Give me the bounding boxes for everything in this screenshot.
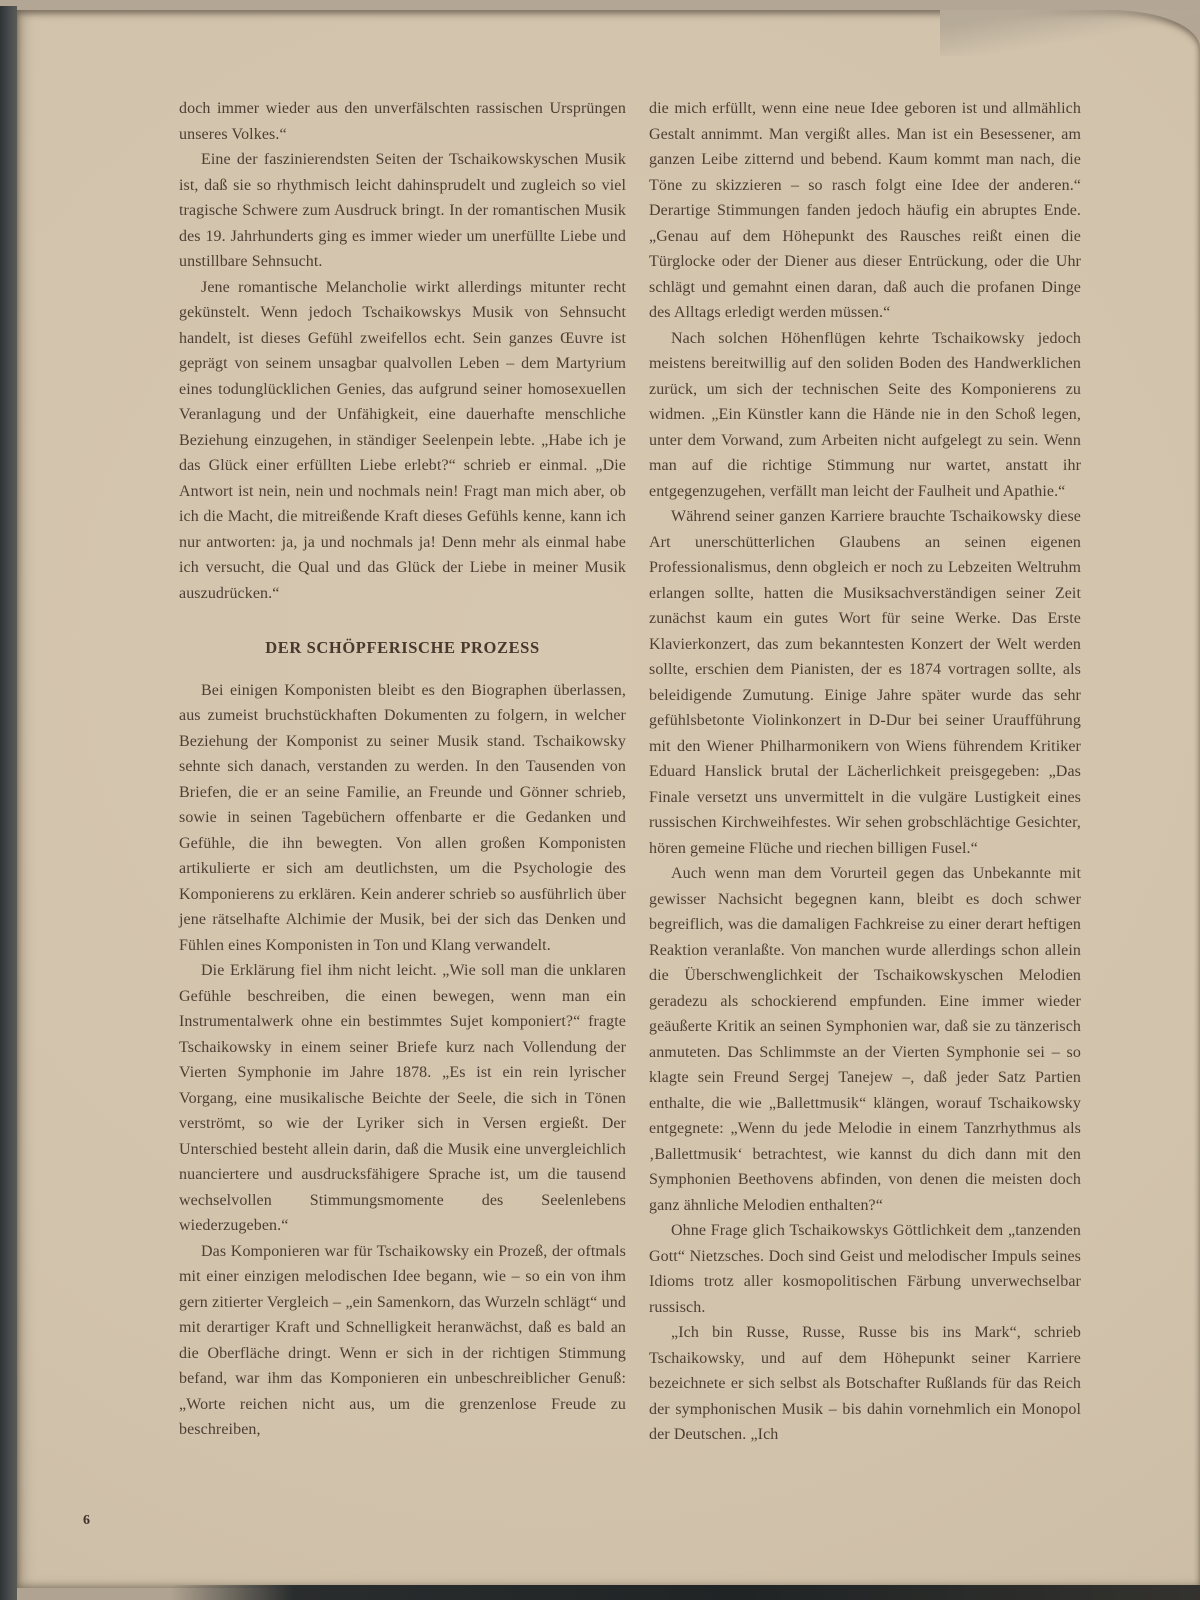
paragraph: „Ich bin Russe, Russe, Russe bis ins Mark“, schrieb Tschaikowsky, und auf dem Höhepunkt seiner Karriere bezeichnete er sich selbst als Botschafter Rußlands für das Reich der symphonischen Musik – bis dahin vornehmlich ein Monopol der Deutschen. „Ich: [649, 1324, 1081, 1443]
scan-bottom-edge: [170, 1585, 1200, 1600]
paragraph: Nach solchen Höhenflügen kehrte Tschaikowsky jedoch meistens bereitwillig auf den soliden Boden des Handwerklichen zurück, um sich der technischen Seite des Komponierens zu widmen. „Ein Künstler kann die Hände nie in den Schoß legen, unter dem Vorwand, zum Arbeiten nicht aufgelegt zu sein. Wenn man auf die richtige Stimmung nur wartet, anstatt ihr entgegenzugehen, verfällt man leicht der Faulheit und Apathie.“: [649, 329, 1081, 500]
paragraph: Bei einigen Komponisten bleibt es den Biographen überlassen, aus zumeist bruchstückhaften Dokumenten zu folgern, in welcher Beziehung der Komponist zu seiner Musik stand. Tschaikowsky sehnte sich danach, verstanden zu werden. In den Tausenden von Briefen, die er an seine Familie, an Freunde und Gönner schrieb, sowie in seinen Tagebüchern offenbarte er die Gedanken und Gefühle, die ihn bewegten. Von allen großen Komponisten artikulierte er sich am deutlichsten, um die Psychologie des Komponierens zu erklären. Kein anderer schrieb so ausführlich über jene rätselhafte Alchimie der Musik, bei der sich das Denken und Fühlen eines Komponisten in Ton und Klang verwandelt.: [179, 681, 626, 954]
paragraph: Das Komponieren war für Tschaikowsky ein Prozeß, der oftmals mit einer einzigen melodischen Idee begann, wie – so ein von ihm gern zitierter Vergleich – „ein Samenkorn, das Wurzeln schlägt“ und mit derartiger Kraft und Schnelligkeit heranwächst, daß es bald an die Oberfläche dringt. Wenn er sich in der richtigen Stimmung befand, war ihm das Komponieren ein unbeschreiblicher Genuß: „Worte reichen nicht aus, um die grenzenlose Freude zu beschreiben,: [179, 1242, 626, 1438]
page-corner-curl: [940, 10, 1200, 56]
page-number: 6: [83, 1513, 90, 1528]
right-text-column: [649, 96, 1081, 1448]
paragraph: Die Erklärung fiel ihm nicht leicht. „Wie soll man die unklaren Gefühle beschreiben, die einen bewegen, wenn man ein Instrumentalwerk ohne ein bestimmtes Sujet komponiert?“ fragte Tschaikowsky in einem seiner Briefe kurz nach Vollendung der Vierten Symphonie im Jahre 1878. „Es ist ein rein lyrischer Vorgang, eine musikalische Beichte der Seele, die sich in Tönen verströmt, so wie der Lyriker sich in Versen ergießt. Der Unterschied besteht allein darin, daß die Musik eine unvergleichlich nuanciertere und ausdrucksfähigere Sprache ist, um die tausend wechselvollen Stimmungsmomente des Seelenlebens wiederzugeben.“: [179, 962, 626, 1234]
paragraph: doch immer wieder aus den unverfälschten rassischen Ursprüngen unseres Volkes.“: [179, 100, 626, 143]
paragraph: Während seiner ganzen Karriere brauchte Tschaikowsky diese Art unerschütterlichen Glaubens an seinen eigenen Professionalismus, denn obgleich er noch zu Lebzeiten Weltruhm erlangen sollte, hatten die Musiksachverständigen seiner Zeit zunächst kaum ein gutes Wort für seine Werke. Das Erste Klavierkonzert, das zum bekanntesten Konzert der Welt werden sollte, erschien dem Pianisten, der es 1874 vortragen sollte, als beleidigende Zumutung. Einige Jahre später wurde das sehr gefühlsbetonte Violinkonzert in D-Dur bei seiner Uraufführung mit den Wiener Philharmonikern von Wiens führendem Kritiker Eduard Hanslick brutal der Lächerlichkeit preisgegeben: „Das Finale versetzt uns unvermittelt in die vulgäre Lustigkeit eines russischen Kirchweihfestes. Wir sehen grobschlächtige Gesichter, hören gemeine Flüche und riechen billigen Fusel.“: [649, 508, 1081, 857]
left-text-column: [179, 96, 626, 1443]
paragraph: Jene romantische Melancholie wirkt allerdings mitunter recht gekünstelt. Wenn jedoch Tschaikowskys Musik von Sehnsucht handelt, ist dieses Gefühl zweifellos echt. Sein ganzes Œuvre ist geprägt von seinem unsagbar qualvollen Leben – dem Martyrium eines todunglücklichen Genies, das aufgrund seiner homosexuellen Veranlagung und der Unfähigkeit, eine dauerhafte menschliche Beziehung einzugehen, in ständiger Seelenpein lebte. „Habe ich je das Glück einer erfüllten Liebe erlebt?“ schrieb er einmal. „Die Antwort ist nein, nein und nochmals nein! Fragt man mich aber, ob ich die Macht, die mitreißende Kraft dieses Gefühls kenne, kann ich nur antworten: ja, ja und nochmals ja! Denn mehr als einmal habe ich versucht, die Qual und das Glück der Liebe in meiner Musik auszudrücken.“: [179, 278, 626, 602]
paragraph: Eine der faszinierendsten Seiten der Tschaikowskyschen Musik ist, daß sie so rhythmisch leicht dahinsprudelt und zugleich so viel tragische Schwere zum Ausdruck bringt. In der romantischen Musik des 19. Jahrhunderts ging es immer wieder um unerfüllte Liebe und unstillbare Sehnsucht.: [179, 151, 626, 270]
paragraph: Auch wenn man dem Vorurteil gegen das Unbekannte mit gewisser Nachsicht begegnen kann, bleibt es doch schwer begreiflich, was die damaligen Fachkreise zu einer derart heftigen Reaktion veranlaßte. Von manchen wurde allerdings schon allein die Überschwenglichkeit der Tschaikowskyschen Melodien geradezu als schockierend empfunden. Eine immer wieder geäußerte Kritik an seinen Symphonien war, daß sie zu tänzerisch anmuteten. Das Schlimmste an der Vierten Symphonie sei – so klagte sein Freund Sergej Tanejew –, daß jeder Satz Partien enthalte, die wie „Ballettmusik“ klängen, worauf Tschaikowsky entgegnete: „Wenn du jede Melodie in einem Tanzrhythmus als ‚Ballettmusik‘ betrachtest, wie kannst du dich dann mit den Symphonien Beethovens abfinden, von denen die meisten doch ganz ähnliche Melodien enthalten?“: [649, 865, 1081, 1214]
scan-spine-edge: [0, 6, 17, 1600]
paragraph: die mich erfüllt, wenn eine neue Idee geboren ist und allmählich Gestalt annimmt. Man vergißt alles. Man ist ein Besessener, am ganzen Leibe zitternd und bebend. Kaum kommt man nach, die Töne zu skizzieren – so rasch folgt eine Idee der anderen.“ Derartige Stimmungen fanden jedoch häufig ein abruptes Ende. „Genau auf dem Höhepunkt des Rausches reißt einen die Türglocke oder der Diener aus dieser Entrückung, oder die Uhr schlägt und gemahnt einen daran, daß auch die profanen Dinge des Alltags erledigt werden müssen.“: [649, 100, 1081, 321]
section-heading: DER SCHÖPFERISCHE PROZESS: [265, 638, 540, 657]
paragraph: Ohne Frage glich Tschaikowskys Göttlichkeit dem „tanzenden Gott“ Nietzsches. Doch sind Geist und melodischer Impuls seines Idioms trotz aller kosmopolitischen Färbung unverwechselbar russisch.: [649, 1222, 1081, 1316]
